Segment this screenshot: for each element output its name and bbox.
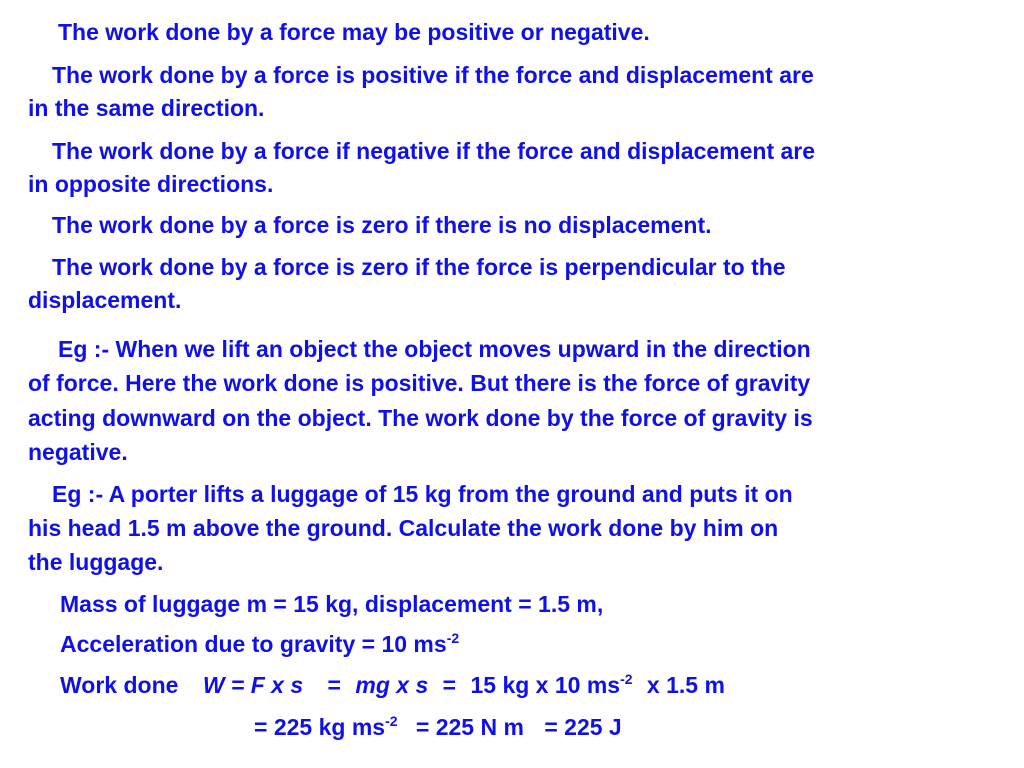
result-exponent: -2 [385,713,398,729]
given-gravity-exponent: -2 [446,630,460,646]
work-value-substitution: 15 kg x 10 ms [470,672,621,698]
result-newton-metre: = 225 N m [415,714,524,740]
formula-w-equals-f-x-s: W = F x s [202,672,304,698]
given-gravity-text: Acceleration due to gravity = 10 ms [60,631,447,657]
example-lift-line-4: negative. [28,439,128,465]
example-porter-line-2: his head 1.5 m above the ground. Calculate the work done by him on [28,515,779,541]
result-joule: = 225 J [544,714,622,740]
result-kg-ms: = 225 kg ms [254,714,386,740]
example-lift-line-3: acting downward on the object. The work done by the force of gravity is [28,405,813,431]
statement-negative-line-1: The work done by a force if negative if the force and displacement are [52,138,816,164]
statement-positive-or-negative: The work done by a force may be positive or negative. [58,19,650,45]
example-porter-line-3: the luggage. [28,549,164,575]
statement-negative-line-2: in opposite directions. [28,171,274,197]
given-mass-displacement: Mass of luggage m = 15 kg, displacement = 1.5 m, [60,591,604,617]
statement-positive-line-2: in the same direction. [28,95,265,121]
work-done-label: Work done [60,672,179,698]
work-done-result [254,714,622,740]
statement-positive-line-1: The work done by a force is positive if the force and displacement are [52,62,814,88]
example-porter-line-1: Eg :- A porter lifts a luggage of 15 kg from the ground and puts it on [52,481,793,507]
equals-sign: = [327,672,341,698]
statement-perpendicular-line-1: The work done by a force is zero if the force is perpendicular to the [52,254,786,280]
example-lift-line-1: Eg :- When we lift an object the object moves upward in the direction [58,336,811,362]
work-value-displacement: x 1.5 m [646,672,725,698]
statement-perpendicular-line-2: displacement. [28,287,182,313]
work-value-exponent: -2 [620,671,633,687]
example-lift-line-2: of force. Here the work done is positive. But there is the force of gravity [28,370,811,396]
formula-mg-x-s: mg x s [355,672,429,698]
work-done-equation [60,672,725,698]
equals-sign: = [442,672,457,698]
given-gravity [60,631,459,657]
statement-zero-no-displacement: The work done by a force is zero if there is no displacement. [52,212,712,238]
